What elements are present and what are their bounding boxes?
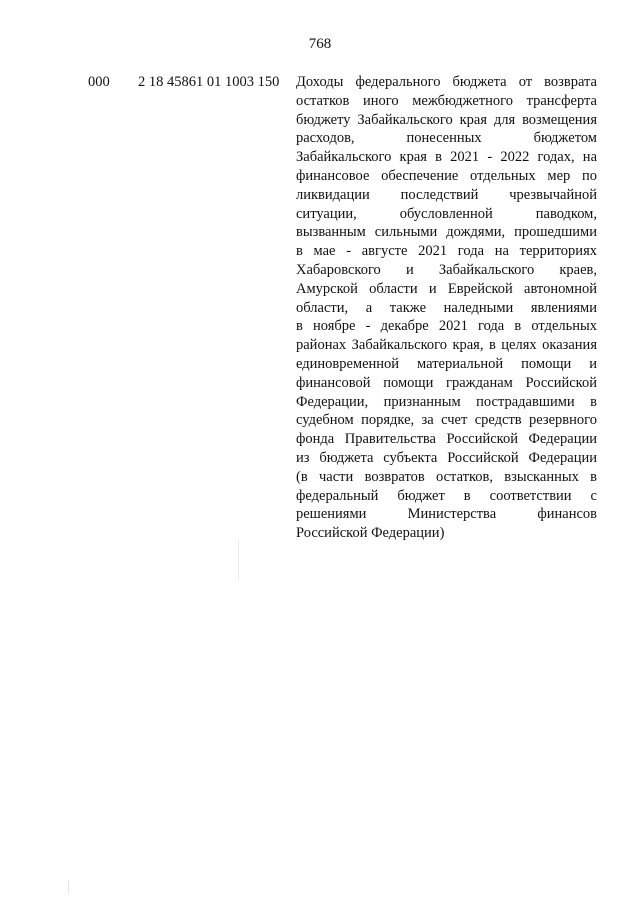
description-line: решениями Министерства финансов [296,506,597,523]
description-line: Забайкальского края в 2021 - 2022 годах, на [296,149,597,166]
page-number: 768 [308,36,332,52]
income-description [296,73,597,543]
scan-artifact [238,540,239,580]
description-line: области, а также наледными явлениями [296,299,597,316]
description-line: ситуации, обусловленной паводком, [296,205,597,222]
description-line: федеральный бюджет в соответствии с [296,487,597,504]
description-line: (в части возвратов остатков, взысканных в [296,468,597,485]
description-line: из бюджета субъекта Российской Федерации [296,449,597,466]
description-line: фонда Правительства Российской Федерации [296,431,597,448]
description-line: вызванным сильными дождями, прошедшими [296,224,597,241]
description-line: расходов, понесенных бюджетом [296,130,597,147]
description-line: Российской Федерации) [296,525,445,542]
description-line: в ноябре - декабре 2021 года в отдельных [296,318,597,335]
budget-classification-code: 2 18 45861 01 1003 150 [138,74,280,90]
scan-artifact [68,880,69,894]
description-line: Доходы федерального бюджета от возврата [296,74,597,90]
administrator-code: 000 [88,74,110,90]
description-line: финансовое обеспечение отдельных мер по [296,167,597,184]
description-line: бюджету Забайкальского края для возмещения [296,111,597,128]
description-line: Федерации, признанным пострадавшими в [296,393,597,410]
description-line: единовременной материальной помощи и [296,355,597,372]
description-line: в мае - августе 2021 года на территориях [296,243,597,260]
description-line: судебном порядке, за счет средств резервного [296,412,597,429]
description-line: ликвидации последствий чрезвычайной [296,186,597,203]
description-line: районах Забайкальского края, в целях оказания [296,337,597,354]
description-line: Хабаровского и Забайкальского краев, [296,261,597,278]
description-line: Амурской области и Еврейской автономной [296,280,597,297]
description-line: финансовой помощи гражданам Российской [296,374,597,391]
description-line: остатков иного межбюджетного трансферта [296,92,597,109]
